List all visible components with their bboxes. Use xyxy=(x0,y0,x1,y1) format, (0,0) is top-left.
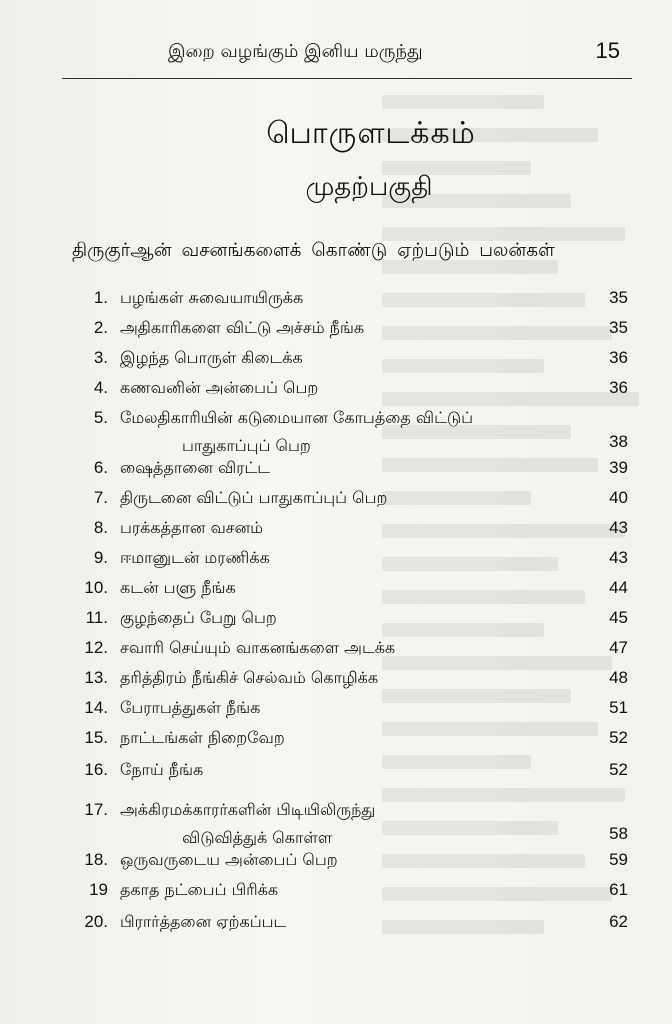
toc-entry-title: இழந்த பொருள் கிடைக்க xyxy=(120,348,303,367)
toc-entry xyxy=(70,800,630,850)
toc-entry-number: 18. xyxy=(84,850,108,869)
toc-entry-title-continued: விடுவித்துக் கொள்ள xyxy=(182,828,333,847)
toc-entry-title: தரித்திரம் நீங்கிச் செல்வம் கொழிக்க xyxy=(120,668,379,687)
toc-entry-number: 3. xyxy=(93,348,108,367)
toc-entry-number: 2. xyxy=(93,318,108,337)
toc-entry xyxy=(70,728,630,756)
toc-entry xyxy=(70,608,630,636)
toc-entry-page: 52 xyxy=(609,728,628,747)
toc-heading: பொருளடக்கம் xyxy=(266,116,476,151)
toc-entry-title: குழந்தைப் பேறு பெற xyxy=(120,608,277,627)
toc-entry xyxy=(70,378,630,406)
toc-entry xyxy=(70,318,630,346)
toc-entry-page: 58 xyxy=(609,824,628,843)
toc-entry xyxy=(70,548,630,576)
toc-entry-title: பரக்கத்தான வசனம் xyxy=(120,518,264,537)
toc-entry-title-continued: பாதுகாப்புப் பெற xyxy=(182,436,311,455)
toc-entry-page: 62 xyxy=(609,912,628,931)
toc-entry-title: ஈமானுடன் மரணிக்க xyxy=(120,548,270,567)
toc-entry xyxy=(70,760,630,788)
toc-entry xyxy=(70,850,630,878)
toc-entry xyxy=(70,348,630,376)
toc-entry-page: 44 xyxy=(609,578,628,597)
part-heading: முதற்பகுதி xyxy=(305,172,433,202)
section-heading: திருகுர்ஆன் வசனங்களைக் கொண்டு ஏற்படும் பலன்கள் xyxy=(72,240,555,261)
toc-entry-number: 12. xyxy=(84,638,108,657)
toc-entry-number: 17. xyxy=(84,800,108,819)
toc-entry-title: பேராபத்துகள் நீங்க xyxy=(120,698,261,717)
toc-entry-number: 8. xyxy=(93,518,108,537)
toc-entry-title: திருடனை விட்டுப் பாதுகாப்புப் பெற xyxy=(120,488,388,507)
toc-entry xyxy=(70,518,630,546)
toc-entry-number: 10. xyxy=(84,578,108,597)
running-title: இறை வழங்கும் இனிய மருந்து xyxy=(168,41,423,62)
toc-entry-number: 11. xyxy=(85,608,108,627)
toc-entry xyxy=(70,488,630,516)
toc-entry-page: 61 xyxy=(609,880,628,899)
toc-entry-title: பழங்கள் சுவையாயிருக்க xyxy=(120,288,304,307)
toc-entry-title: மேலதிகாரியின் கடுமையான கோபத்தை விட்டுப் xyxy=(120,408,474,427)
running-header xyxy=(60,38,620,64)
toc-entry-page: 47 xyxy=(609,638,628,657)
toc-entry-title: கடன் பளு நீங்க xyxy=(120,578,236,597)
toc-entry-number: 14. xyxy=(84,698,108,717)
toc-entry-number: 9. xyxy=(93,548,108,567)
toc-entry-number: 19 xyxy=(89,880,108,899)
header-rule xyxy=(62,78,632,79)
toc-entry xyxy=(70,912,630,940)
toc-entry-title: அதிகாரிகளை விட்டு அச்சம் நீங்க xyxy=(120,318,365,337)
toc-entry-page: 40 xyxy=(609,488,628,507)
toc-entry-number: 4. xyxy=(93,378,108,397)
toc-entry-page: 39 xyxy=(609,458,628,477)
toc-entry xyxy=(70,880,630,908)
toc-entry-title: பிரார்த்தனை ஏற்கப்பட xyxy=(120,912,287,931)
toc-entry xyxy=(70,288,630,316)
toc-entry-title: தகாத நட்பைப் பிரிக்க xyxy=(120,880,279,899)
toc-entry-page: 59 xyxy=(609,850,628,869)
toc-entry-title: சவாரி செய்யும் வாகனங்களை அடக்க xyxy=(120,638,396,657)
toc-entry-number: 15. xyxy=(84,728,108,747)
toc-entry-page: 35 xyxy=(609,288,628,307)
toc-entry-number: 1. xyxy=(93,288,108,307)
toc-entry-page: 48 xyxy=(609,668,628,687)
toc-entry-number: 16. xyxy=(84,760,108,779)
toc-entry-number: 20. xyxy=(84,912,108,931)
toc-entry-page: 38 xyxy=(609,432,628,451)
toc-entry-page: 43 xyxy=(609,548,628,567)
toc-entry-title: நோய் நீங்க xyxy=(120,760,204,779)
toc-entry xyxy=(70,408,630,458)
toc-entry-title: ஒருவருடைய அன்பைப் பெற xyxy=(120,850,338,869)
toc-entry-number: 7. xyxy=(93,488,108,507)
toc-entry-number: 13. xyxy=(84,668,108,687)
toc-entry-number: 6. xyxy=(93,458,108,477)
toc-entry-page: 36 xyxy=(609,378,628,397)
toc-entry-page: 45 xyxy=(609,608,628,627)
toc-entry-page: 36 xyxy=(609,348,628,367)
toc-entry-number: 5. xyxy=(93,408,108,427)
toc-entry-page: 51 xyxy=(609,698,628,717)
toc-entry-page: 52 xyxy=(609,760,628,779)
toc-entry xyxy=(70,578,630,606)
toc-entry-title: கணவனின் அன்பைப் பெற xyxy=(120,378,319,397)
toc-entry-title: அக்கிரமக்காரர்களின் பிடியிலிருந்து xyxy=(120,800,376,819)
toc-entry xyxy=(70,668,630,696)
page-number: 15 xyxy=(595,38,620,63)
toc-entry xyxy=(70,698,630,726)
toc-entry xyxy=(70,638,630,666)
toc-entry xyxy=(70,458,630,486)
toc-entry-title: ஷைத்தானை விரட்ட xyxy=(120,458,270,477)
toc-entry-title: நாட்டங்கள் நிறைவேற xyxy=(120,728,285,747)
toc-entry-page: 35 xyxy=(609,318,628,337)
toc-entry-page: 43 xyxy=(609,518,628,537)
